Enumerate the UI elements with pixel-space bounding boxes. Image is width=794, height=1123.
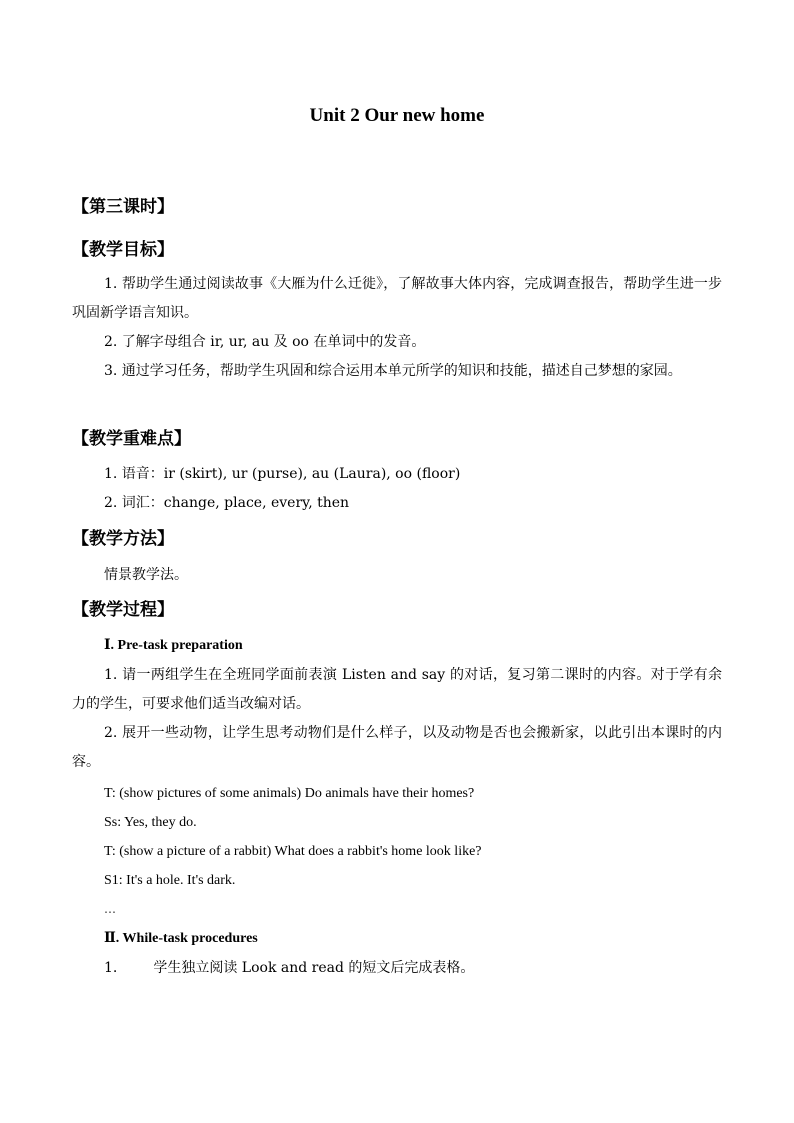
process-heading: 【教学过程】 bbox=[72, 600, 174, 620]
ellipsis: … bbox=[104, 902, 116, 916]
dialogue-line-4: S1: It's a hole. It's dark. bbox=[104, 873, 236, 888]
methods-heading: 【教学方法】 bbox=[72, 529, 174, 549]
objective-3: 3. 通过学习任务，帮助学生巩固和综合运用本单元所学的知识和技能，描述自己梦想的家园。 bbox=[104, 363, 682, 379]
pre-task-heading: Ⅰ. Pre-task preparation bbox=[104, 638, 243, 653]
objective-1: 1. 帮助学生通过阅读故事《大雁为什么迁徙》，了解故事大体内容，完成调查报告，帮助学生进一步巩固新学语言知识。 bbox=[72, 276, 722, 321]
while-task-number: 1. bbox=[104, 960, 118, 976]
dialogue-line-3: T: (show a picture of a rabbit) What does a rabbit's home look like? bbox=[104, 844, 482, 859]
methods-text: 情景教学法。 bbox=[104, 567, 188, 583]
while-task-text: 学生独立阅读 Look and read 的短文后完成表格。 bbox=[153, 960, 475, 976]
dialogue-line-1: T: (show pictures of some animals) Do animals have their homes? bbox=[104, 786, 475, 801]
page-title: Unit 2 Our new home bbox=[309, 105, 485, 126]
lesson-heading: 【第三课时】 bbox=[72, 197, 174, 217]
objectives-heading: 【教学目标】 bbox=[72, 240, 174, 260]
objective-2: 2. 了解字母组合 ir, ur, au 及 oo 在单词中的发音。 bbox=[104, 334, 426, 350]
key-points-heading: 【教学重难点】 bbox=[72, 429, 191, 449]
while-task-item-1 bbox=[104, 958, 474, 978]
key-point-1: 1. 语音：ir (skirt), ur (purse), au (Laura), oo (floor) bbox=[104, 466, 461, 482]
pre-task-item-1: 1. 请一两组学生在全班同学面前表演 Listen and say 的对话，复习第二课时的内容。对于学有余力的学生，可要求他们适当改编对话。 bbox=[72, 667, 722, 712]
while-task-heading: Ⅱ. While-task procedures bbox=[104, 931, 258, 946]
dialogue-line-2: Ss: Yes, they do. bbox=[104, 815, 197, 830]
key-point-2: 2. 词汇：change, place, every, then bbox=[104, 495, 350, 511]
pre-task-item-2: 2. 展开一些动物，让学生思考动物们是什么样子，以及动物是否也会搬新家，以此引出本课时的内容。 bbox=[72, 725, 722, 770]
